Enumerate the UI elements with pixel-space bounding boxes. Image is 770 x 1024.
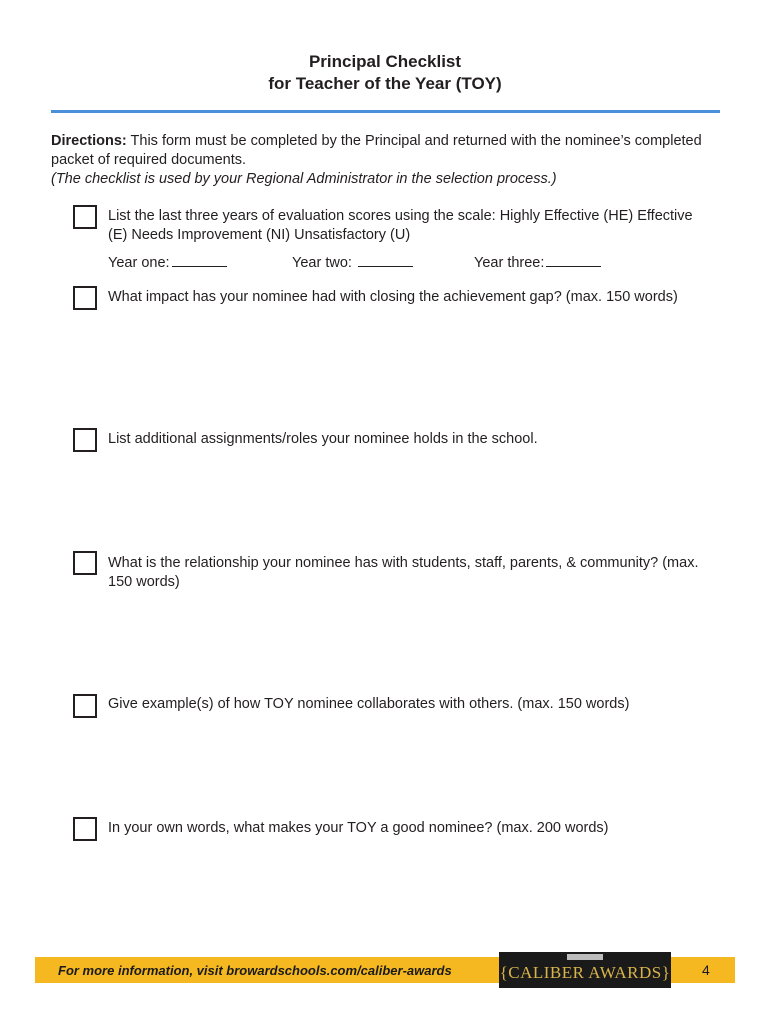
footer-link[interactable]: For more information, visit browardschools.com/caliber-awards xyxy=(58,963,452,978)
year-one-field[interactable] xyxy=(108,252,227,271)
item-relationship: What is the relationship your nominee has with students, staff, parents, & community? (max. 150 words) xyxy=(108,555,699,590)
checkbox-evaluation-scores[interactable] xyxy=(73,205,97,229)
checkbox-good-nominee[interactable] xyxy=(73,817,97,841)
directions xyxy=(51,132,721,189)
page-subtitle: for Teacher of the Year (TOY) xyxy=(268,74,502,93)
year-two-field[interactable] xyxy=(292,252,413,271)
year-three-label: Year three: xyxy=(474,255,545,271)
checkbox-collaboration[interactable] xyxy=(73,694,97,718)
item-collaboration: Give example(s) of how TOY nominee collaborates with others. (max. 150 words) xyxy=(108,696,630,712)
item-additional-roles: List additional assignments/roles your nominee holds in the school. xyxy=(108,431,538,447)
checkbox-achievement-gap[interactable] xyxy=(73,286,97,310)
year-two-label: Year two: xyxy=(292,255,356,271)
directions-label: Directions: xyxy=(51,133,127,149)
page-title: Principal Checklist xyxy=(308,52,462,71)
year-one-label: Year one: xyxy=(108,255,170,271)
item-achievement-gap: What impact has your nominee had with closing the achievement gap? (max. 150 words) xyxy=(108,289,678,305)
year-three-field[interactable] xyxy=(474,252,601,271)
caliber-awards-logo xyxy=(499,952,671,988)
checkbox-additional-roles[interactable] xyxy=(73,428,97,452)
logo-text: {CALIBER AWARDS} xyxy=(499,963,671,982)
checkbox-relationship[interactable] xyxy=(73,551,97,575)
directions-note: (The checklist is used by your Regional Administrator in the selection process.) xyxy=(51,171,557,187)
item-good-nominee: In your own words, what makes your TOY a good nominee? (max. 200 words) xyxy=(108,820,609,836)
title-divider xyxy=(51,110,720,113)
directions-text: This form must be completed by the Principal and returned with the nominee’s completed packet of required documents. xyxy=(51,133,702,168)
item-evaluation-scores: List the last three years of evaluation scores using the scale: Highly Effective (HE) Effective (E) Needs Improvement (NI) Unsatisfactory (U) xyxy=(108,208,693,243)
broward-mark-icon xyxy=(567,954,603,960)
page-number: 4 xyxy=(702,962,710,978)
